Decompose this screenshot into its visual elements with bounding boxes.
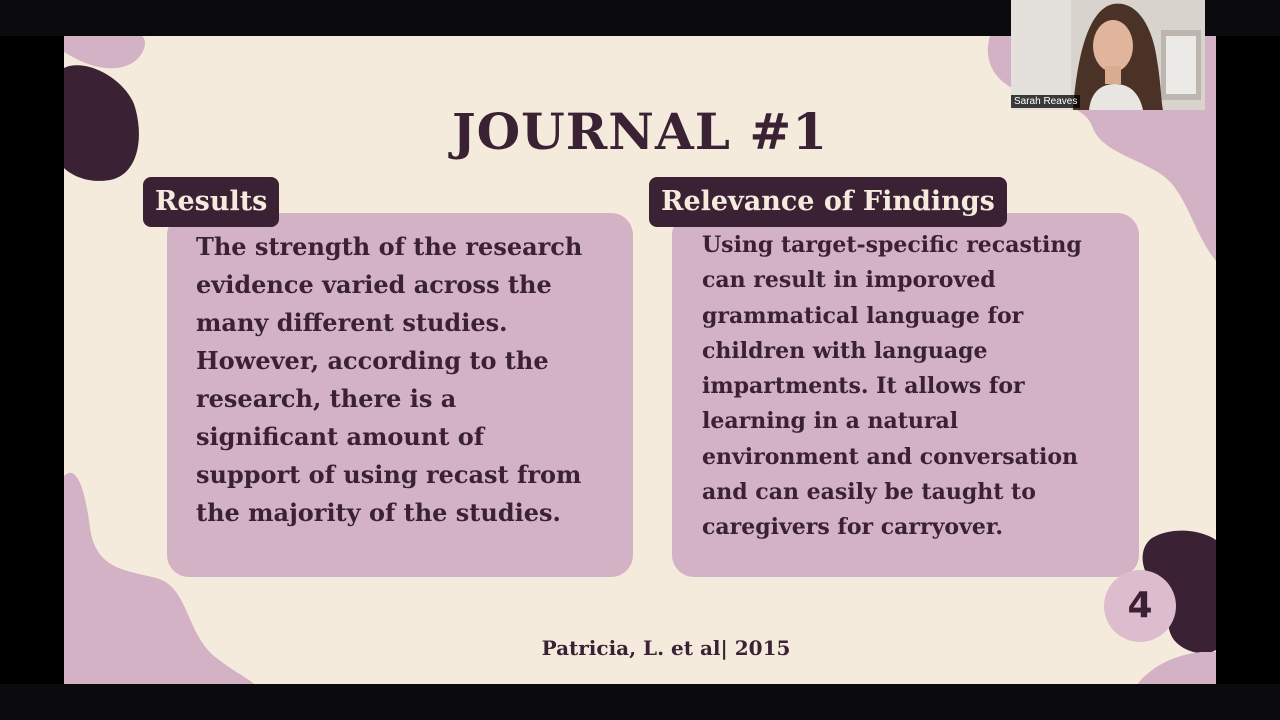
relevance-text bbox=[702, 228, 1132, 546]
relevance-line: can result in imporoved bbox=[702, 267, 996, 294]
results-line: the majority of the studies. bbox=[196, 498, 561, 527]
results-line: evidence varied across the bbox=[196, 270, 552, 299]
relevance-line: children with language bbox=[702, 337, 988, 364]
results-line: research, there is a bbox=[196, 384, 457, 413]
results-line: However, according to the bbox=[196, 346, 549, 375]
bottom-bar bbox=[0, 684, 1280, 720]
relevance-line: caregivers for carryover. bbox=[702, 514, 1004, 541]
results-line: support of using recast from bbox=[196, 460, 582, 489]
relevance-label: Relevance of Findings bbox=[649, 177, 1007, 227]
results-label: Results bbox=[143, 177, 279, 227]
presentation-slide bbox=[64, 36, 1216, 684]
slide-title: JOURNAL #1 bbox=[451, 102, 829, 161]
relevance-line: Using target-specific recasting bbox=[702, 232, 1082, 258]
participant-avatar bbox=[1011, 0, 1205, 110]
relevance-line: environment and conversation bbox=[702, 443, 1079, 470]
results-text bbox=[196, 228, 626, 532]
results-line: significant amount of bbox=[196, 422, 485, 451]
results-line: The strength of the research bbox=[196, 232, 583, 261]
relevance-line: grammatical language for bbox=[702, 302, 1024, 329]
relevance-line: impartments. It allows for bbox=[702, 373, 1025, 400]
relevance-line: and can easily be taught to bbox=[702, 479, 1036, 506]
participant-name-tag: Sarah Reaves bbox=[1011, 95, 1080, 108]
relevance-line: learning in a natural bbox=[702, 408, 959, 435]
participant-video-tile[interactable] bbox=[1011, 0, 1205, 110]
page-number: 4 bbox=[1104, 570, 1176, 642]
citation: Patricia, L. et al| 2015 bbox=[541, 636, 791, 660]
results-line: many different studies. bbox=[196, 308, 508, 337]
